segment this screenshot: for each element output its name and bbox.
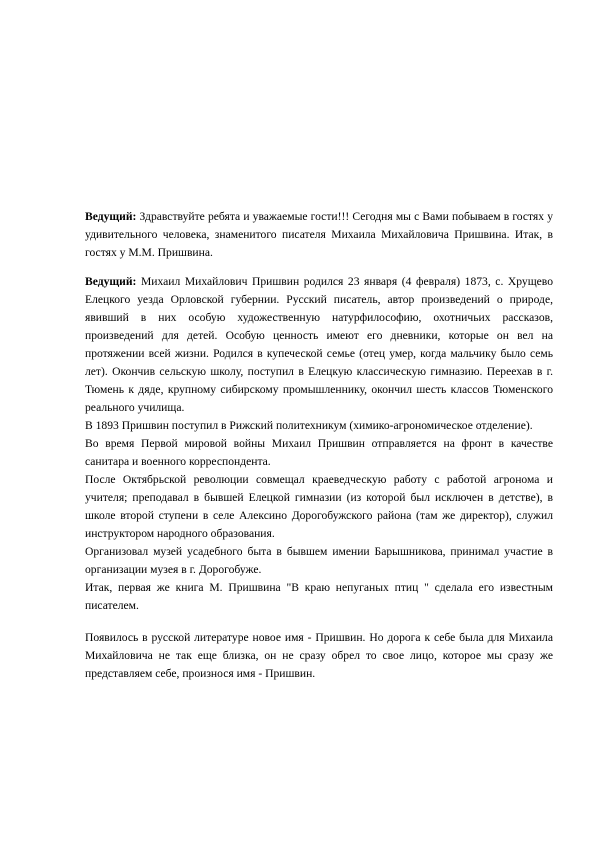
speaker-label: Ведущий:: [85, 275, 137, 288]
paragraph-text: Организовал музей усадебного быта в бывшем имении Барышникова, принимал участие в организации музея в г. Дорогобуже.: [85, 545, 553, 576]
paragraph-riga: [85, 417, 553, 435]
paragraph-revolution: [85, 471, 553, 543]
document-body: [85, 208, 553, 683]
paragraph-biography: [85, 273, 553, 417]
paragraph-museum: [85, 543, 553, 579]
paragraph-text: Здравствуйте ребята и уважаемые гости!!! Сегодня мы с Вами побываем в гостях у удивительного человека, знаменитого писателя Михаила Михайловича Пришвина. Итак, в гостях у М.М. Пришвина.: [85, 210, 553, 259]
paragraph-text: Во время Первой мировой войны Михаил Пришвин отправляется на фронт в качестве санитара и военного корреспондента.: [85, 437, 553, 468]
paragraph-first-book: [85, 579, 553, 615]
paragraph-text: В 1893 Пришвин поступил в Рижский политехникум (химико-агрономическое отделение).: [85, 419, 533, 432]
speaker-label: Ведущий:: [85, 210, 137, 223]
paragraph-war: [85, 435, 553, 471]
paragraph-text: Итак, первая же книга М. Пришвина "В краю непуганых птиц " сделала его известным писателем.: [85, 581, 553, 612]
paragraph-text: Появилось в русской литературе новое имя - Пришвин. Но дорога к себе была для Михаила Михайловича не так еще близка, он не сразу обрел то свое лицо, которое мы сразу же представляем себе, произнося имя - Пришвин.: [85, 631, 553, 680]
paragraph-text: После Октябрьской революции совмещал краеведческую работу с работой агронома и учителя; преподавал в бывшей Елецкой гимназии (из которой был исключен в детстве), в школе второй ступени в селе Алексино Дорогобужского района (там же директор), служил инструктором народного образования.: [85, 473, 553, 540]
paragraph-greeting: [85, 208, 553, 262]
paragraph-new-name: [85, 629, 553, 683]
paragraph-text: Михаил Михайлович Пришвин родился 23 января (4 февраля) 1873, с. Хрущево Елецкого уезда Орловской губернии. Русский писатель, автор произведений о природе, явивший в них особую художественную натурфилософию, охотничьих рассказов, произведений для детей. Особую ценность имеют его дневники, которые он вел на протяжении всей жизни. Родился в купеческой семье (отец умер, когда мальчику было семь лет). Окончив сельскую школу, поступил в Елецкую классическую гимназию. Переехав в г. Тюмень к дяде, крупному сибирскому промышленнику, окончил шесть классов Тюменского реального училища.: [85, 275, 553, 414]
